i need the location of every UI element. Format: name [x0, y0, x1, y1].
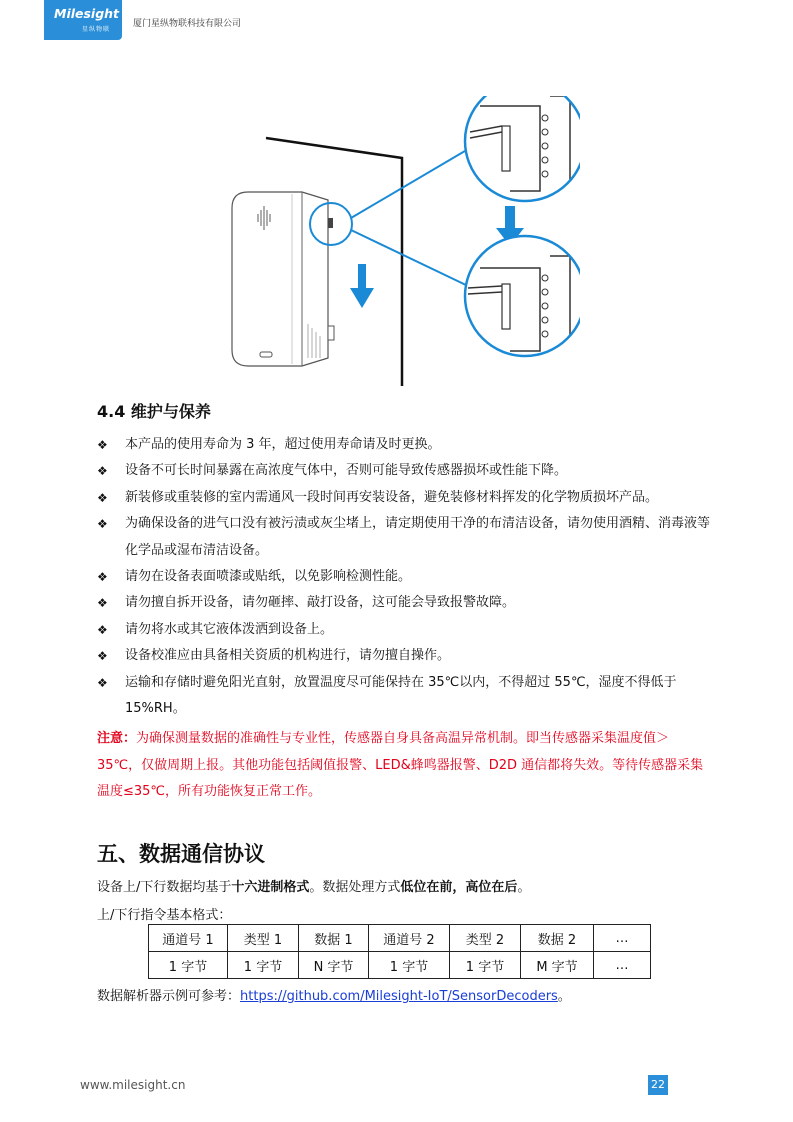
list-item: ❖ 新装修或重装修的室内需通风一段时间再安装设备，避免装修材料挥发的化学物质损坏产品。: [97, 485, 717, 511]
bullet-icon: ❖: [97, 596, 108, 611]
command-format-table: [148, 924, 651, 979]
bullet-icon: ❖: [97, 675, 108, 690]
page-number: 22: [648, 1075, 668, 1095]
section-4-4-title: 4.4 维护与保养: [97, 402, 211, 421]
table-cell: 1 字节: [369, 952, 450, 979]
list-item: ❖ 设备不可长时间暴露在高浓度气体中，否则可能导致传感器损坏或性能下降。: [97, 458, 717, 484]
bullet-icon: ❖: [97, 570, 108, 585]
bullet-icon: ❖: [97, 490, 108, 505]
bullet-icon: ❖: [97, 517, 108, 532]
company-name: 厦门星纵物联科技有限公司: [133, 19, 242, 29]
table-cell: 1 字节: [149, 952, 228, 979]
footer-url: www.milesight.cn: [80, 1078, 186, 1092]
table-cell: …: [594, 952, 651, 979]
note-label: 注意：: [97, 731, 137, 746]
company-logo: [44, 0, 122, 40]
list-item: ❖ 请勿擅自拆开设备，请勿砸摔、敲打设备，这可能会导致报警故障。: [97, 590, 717, 616]
decoder-link[interactable]: https://github.com/Milesight-IoT/SensorDecoders: [240, 989, 558, 1004]
decoder-reference: 数据解析器示例可参考：https://github.com/Milesight-IoT/SensorDecoders。: [97, 989, 571, 1004]
bullet-icon: ❖: [97, 622, 108, 637]
logo-sub: 星纵物联: [82, 26, 111, 33]
list-item: ❖ 为确保设备的进气口没有被污渍或灰尘堵上，请定期使用干净的布清洁设备，请勿使用酒精、消毒液等化学品或湿布清洁设备。: [97, 511, 717, 564]
table-row: [149, 925, 651, 952]
table-cell: 数据 1: [299, 925, 369, 952]
command-format-label: 上/下行指令基本格式：: [97, 908, 232, 923]
section-5-title: 五、数据通信协议: [97, 842, 265, 866]
maintenance-list: [97, 432, 717, 722]
table-cell: 类型 1: [228, 925, 299, 952]
table-row: [149, 952, 651, 979]
format-description: 设备上/下行数据均基于十六进制格式。数据处理方式低位在前，高位在后。: [97, 880, 531, 895]
list-item: ❖ 设备校准应由具备相关资质的机构进行，请勿擅自操作。: [97, 643, 717, 669]
table-cell: 类型 2: [450, 925, 521, 952]
table-cell: 1 字节: [228, 952, 299, 979]
table-cell: 通道号 1: [149, 925, 228, 952]
logo-brand: Milesight: [54, 6, 120, 21]
table-cell: …: [594, 925, 651, 952]
table-cell: N 字节: [299, 952, 369, 979]
warning-note: [97, 726, 707, 806]
list-item: ❖ 运输和存储时避免阳光直射，放置温度尽可能保持在 35℃以内，不得超过 55℃，湿度不得低于 15%RH。: [97, 670, 717, 723]
table-cell: 数据 2: [521, 925, 594, 952]
note-text: 为确保测量数据的准确性与专业性，传感器自身具备高温异常机制。即当传感器采集温度值＞35℃，仅做周期上报。其他功能包括阈值报警、LED&蜂鸣器报警、D2D 通信都将失效。等待传感器采集温度≤35℃，所有功能恢复正常工作。: [97, 731, 704, 799]
bullet-icon: ❖: [97, 438, 108, 452]
installation-diagram: [220, 96, 580, 388]
bullet-icon: ❖: [97, 464, 108, 479]
table-cell: 1 字节: [450, 952, 521, 979]
list-item: ❖ 请勿将水或其它液体泼洒到设备上。: [97, 617, 717, 643]
table-cell: 通道号 2: [369, 925, 450, 952]
list-item: ❖ 请勿在设备表面喷漆或贴纸，以免影响检测性能。: [97, 564, 717, 590]
list-item: ❖ 本产品的使用寿命为 3 年，超过使用寿命请及时更换。: [97, 432, 717, 458]
table-cell: M 字节: [521, 952, 594, 979]
bullet-icon: ❖: [97, 649, 108, 664]
